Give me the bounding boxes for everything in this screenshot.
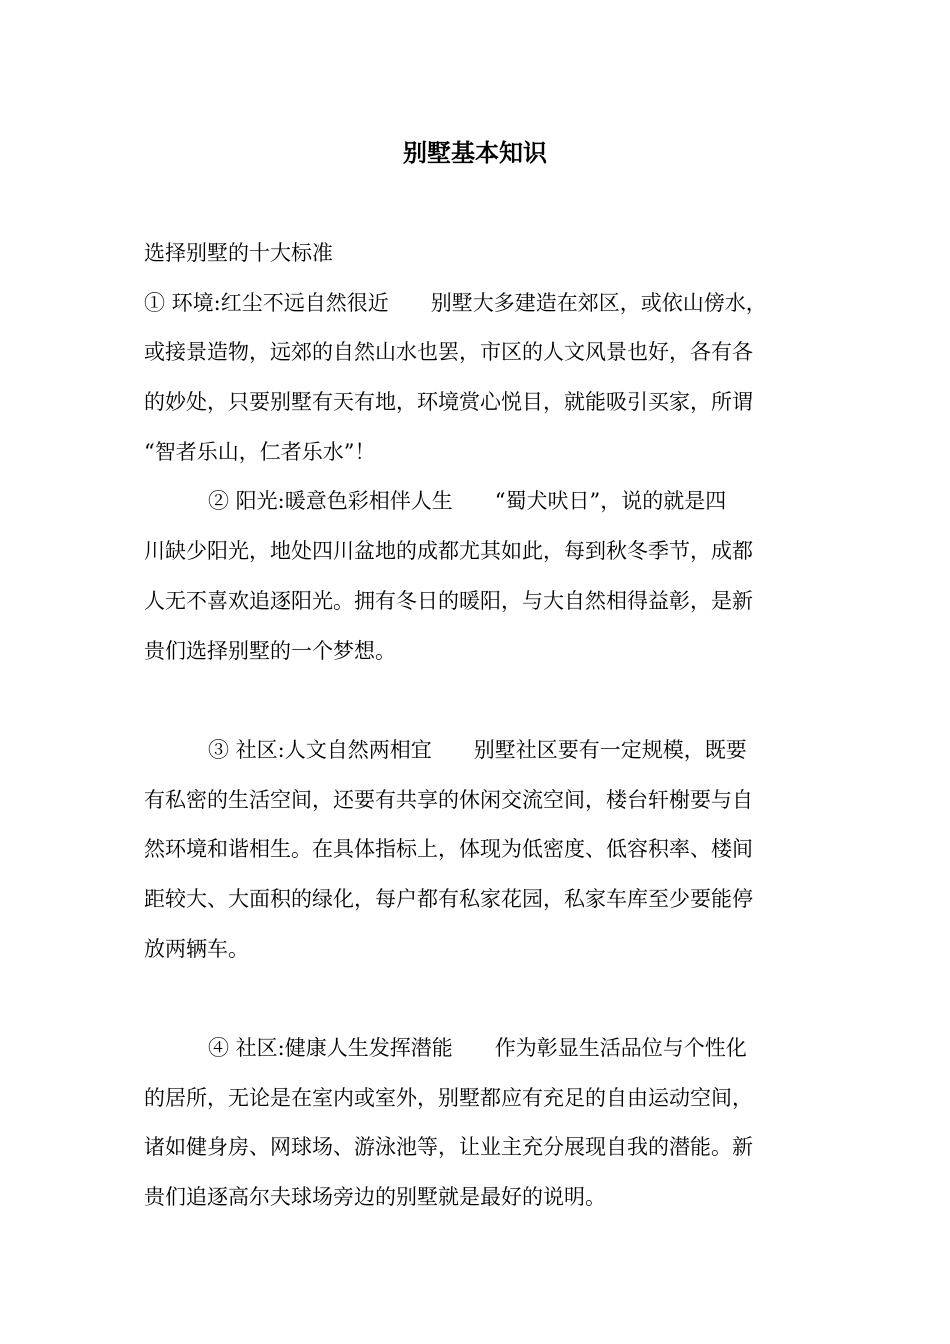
paragraph-spacer (144, 676, 822, 726)
section-community (144, 726, 822, 974)
paragraph-line: 贵们选择别墅的一个梦想。 (144, 638, 396, 663)
paragraph-line: ② 阳光:暖意色彩相伴人生 “蜀犬吠日”，说的就是四 (208, 489, 727, 514)
paragraph-line: 或接景造物，远郊的自然山水也罢，市区的人文风景也好，各有各 (144, 340, 753, 365)
paragraph-line: ④ 社区:健康人生发挥潜能 作为彰显生活品位与个性化 (208, 1036, 747, 1060)
section-environment (144, 279, 822, 478)
paragraph-line: 诸如健身房、网球场、游泳池等，让业主充分展现自我的潜能。新 (144, 1135, 753, 1160)
paragraph-line: 人无不喜欢追逐阳光。拥有冬日的暖阳，与大自然相得益彰，是新 (144, 588, 753, 613)
paragraph-line: “智者乐山，仁者乐水”！ (144, 439, 376, 464)
section-health (144, 1024, 822, 1223)
paragraph-spacer (144, 974, 822, 1024)
paragraph-line: ① 环境:红尘不远自然很近 别墅大多建造在郊区，或依山傍水， (144, 290, 767, 315)
section-sunlight (144, 477, 822, 676)
section-heading: 选择别墅的十大标准 (144, 241, 333, 265)
paragraph-line: 有私密的生活空间，还要有共享的休闲交流空间，楼台轩榭要与自 (144, 787, 753, 812)
paragraph-line: 贵们追逐高尔夫球场旁边的别墅就是最好的说明。 (144, 1185, 606, 1210)
paragraph-line: 川缺少阳光，地处四川盆地的成都尤其如此，每到秋冬季节，成都 (144, 539, 753, 564)
paragraph-line: 距较大、大面积的绿化，每户都有私家花园，私家车库至少要能停 (144, 886, 753, 911)
paragraph-line: 然环境和谐相生。在具体指标上，体现为低密度、低容积率、楼间 (144, 837, 753, 862)
paragraph-line: 的居所，无论是在室内或室外，别墅都应有充足的自由运动空间， (144, 1085, 753, 1110)
paragraph-line: 放两辆车。 (144, 936, 249, 961)
paragraph-line: 的妙处，只要别墅有天有地，环境赏心悦目，就能吸引买家，所谓 (144, 390, 753, 415)
paragraph-line: ③ 社区:人文自然两相宜 别墅社区要有一定规模，既要 (208, 737, 747, 762)
document-title: 别墅基本知识 (403, 138, 547, 167)
document-body (144, 229, 822, 1223)
